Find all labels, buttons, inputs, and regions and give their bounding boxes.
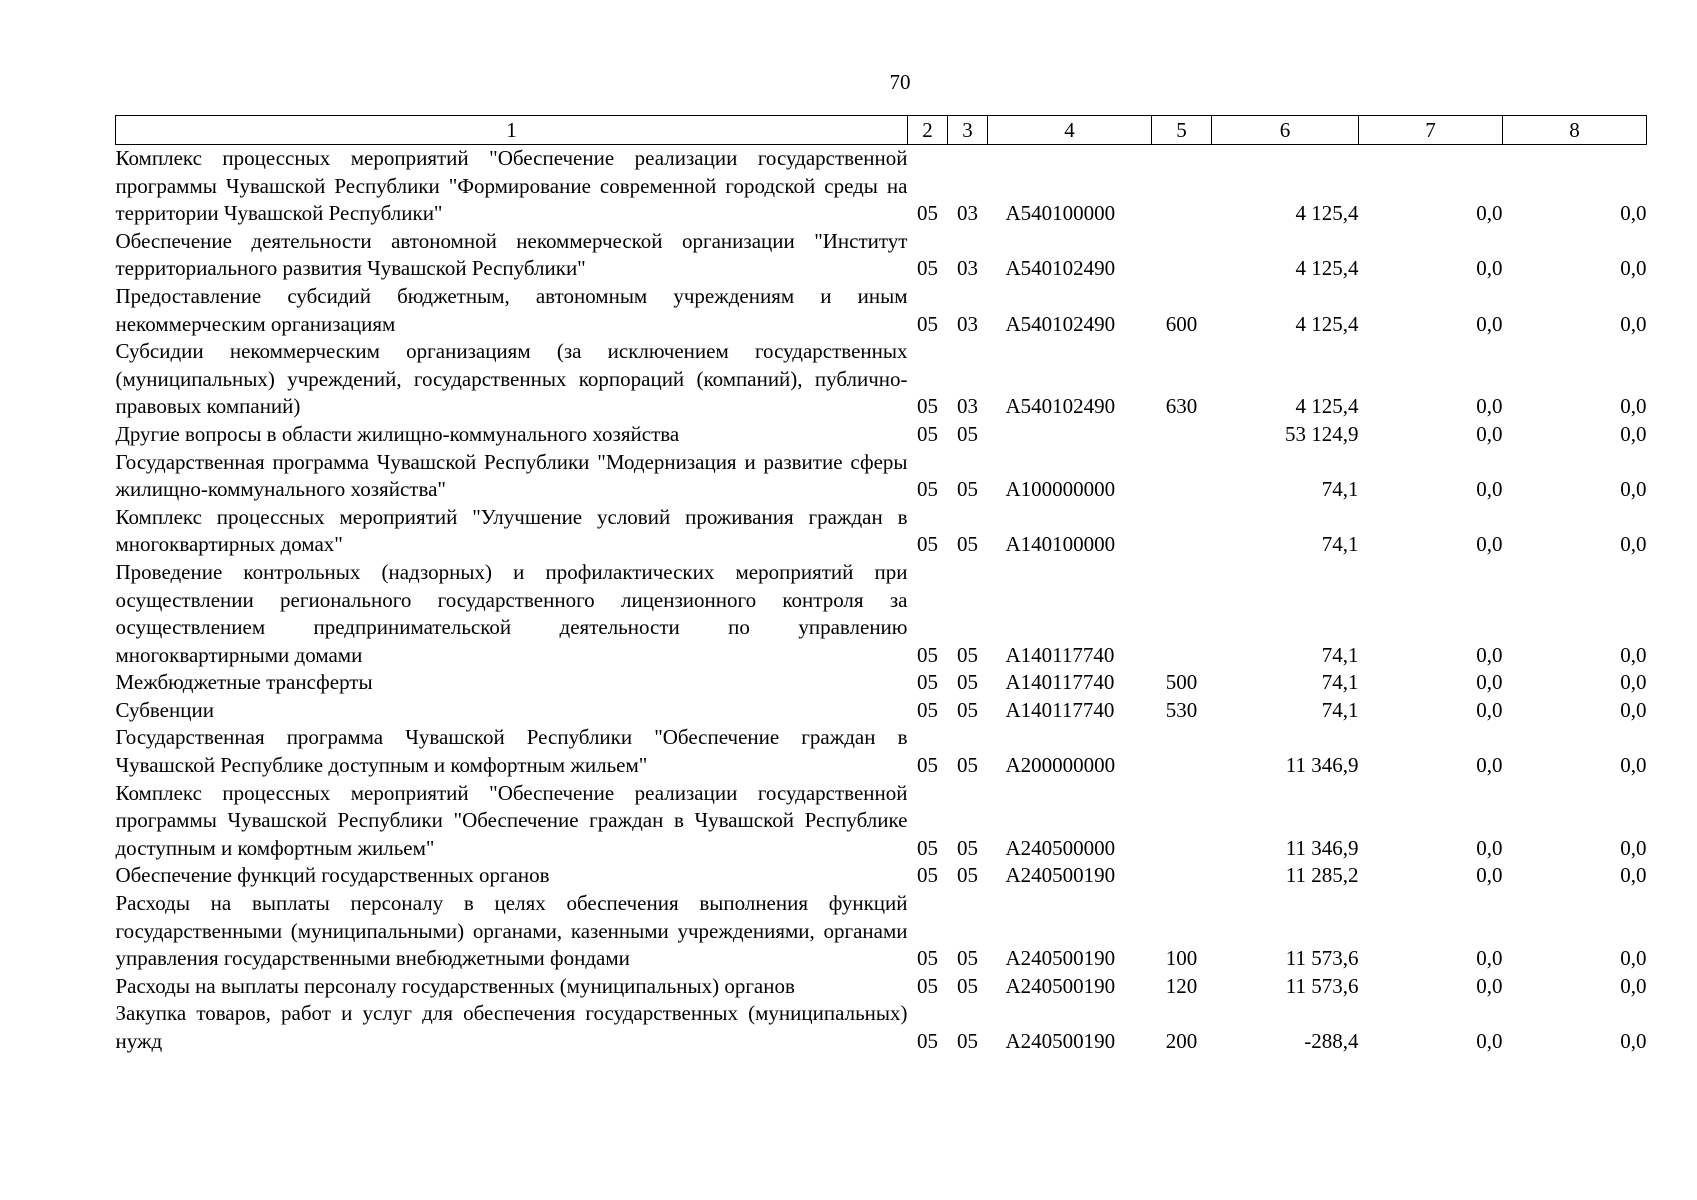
row-amount: -288,4 [1304,1029,1359,1053]
row-name: Комплекс процессных мероприятий "Обеспечение реализации государственной программы Чувашской Республики "Обеспечение граждан в Чувашской Республике доступным и комфортным жильем" [115,780,908,860]
row-subsection: 05 [957,973,978,998]
row-subsection: 05 [957,753,978,778]
table-row [116,504,1647,559]
row-subsection: 05 [957,477,978,502]
table-body [116,145,1647,1056]
row-subsection: 05 [957,421,978,446]
row-value-8: 0,0 [1620,256,1647,281]
row-expense-type [1152,862,1212,890]
table-row [116,421,1647,449]
row-value-8: 0,0 [1620,201,1647,226]
row-amount: 11 346,9 [1285,753,1359,778]
table-row [116,1000,1647,1055]
header-col-4: 4 [988,116,1152,145]
row-subsection: 03 [957,394,978,419]
row-value-7: 0,0 [1476,1029,1503,1053]
row-expense-type: 500 [1165,670,1198,695]
row-section: 05 [917,311,938,336]
row-section: 05 [917,973,938,998]
row-name: Обеспечение деятельности автономной некоммерческой организации "Институт территориального развития Чувашской Республики" [115,228,908,281]
row-amount: 4 125,4 [1295,311,1359,336]
row-value-7: 0,0 [1476,421,1503,446]
row-expense-type [1152,559,1212,669]
row-name: Межбюджетные трансферты [115,670,373,695]
table-row [116,973,1647,1001]
row-value-7: 0,0 [1476,532,1503,557]
row-section: 05 [917,753,938,778]
row-section: 05 [917,201,938,226]
row-name: Комплекс процессных мероприятий "Обеспечение реализации государственной программы Чувашской Республики "Формирование современной городской среды на территории Чувашской Республики" [115,146,908,226]
row-value-7: 0,0 [1476,863,1503,888]
row-target-code: А200000000 [1005,753,1116,778]
row-expense-type [1152,780,1212,863]
row-amount: 53 124,9 [1285,421,1359,446]
row-value-8: 0,0 [1620,642,1647,667]
row-target-code: А540102490 [1005,311,1116,336]
row-value-7: 0,0 [1476,394,1503,419]
row-target-code: А240500190 [1005,946,1116,971]
row-value-8: 0,0 [1620,863,1647,888]
table-row [116,338,1647,421]
header-row [116,116,1647,145]
row-value-8: 0,0 [1620,421,1647,446]
row-value-7: 0,0 [1476,642,1503,667]
row-name: Субсидии некоммерческим организациям (за исключением государственных (муниципальных) учреждений, государственных корпораций (компаний), публично-правовых компаний) [115,339,908,419]
row-name: Расходы на выплаты персоналу в целях обеспечения выполнения функций государственными (муниципальными) органами, казенными учреждениями, органами управления государственными внебюджетными фондами [115,891,908,971]
row-name: Другие вопросы в области жилищно-коммунального хозяйства [115,421,680,446]
row-name: Комплекс процессных мероприятий "Улучшение условий проживания граждан в многоквартирных домах" [115,504,908,557]
row-amount: 11 573,6 [1285,946,1359,971]
row-expense-type: 630 [1165,394,1198,419]
row-target-code: А540102490 [1005,256,1116,281]
row-expense-type [1152,504,1212,559]
row-value-7: 0,0 [1476,835,1503,860]
row-section: 05 [917,394,938,419]
row-subsection: 03 [957,201,978,226]
row-section: 05 [917,421,938,446]
row-target-code: А540102490 [1005,394,1116,419]
row-target-code: А540100000 [1005,201,1116,226]
row-target-code: А140117740 [1005,697,1115,722]
row-subsection: 05 [957,532,978,557]
header-col-5: 5 [1152,116,1212,145]
row-section: 05 [917,863,938,888]
row-target-code: А140117740 [1005,670,1115,695]
row-value-8: 0,0 [1620,532,1647,557]
row-subsection: 05 [957,670,978,695]
row-section: 05 [917,946,938,971]
row-section: 05 [917,256,938,281]
table-row [116,283,1647,338]
page-number: 70 [889,70,911,94]
table-header [116,116,1647,145]
row-value-8: 0,0 [1620,973,1647,998]
row-target-code [988,421,1152,449]
table-row [116,228,1647,283]
row-value-7: 0,0 [1476,697,1503,722]
budget-table [115,115,1647,1056]
row-name: Проведение контрольных (надзорных) и профилактических мероприятий при осуществлении регионального государственного лицензионного контроля за осуществлением предпринимательской деятельности по управлению многоквартирными домами [115,559,908,667]
row-amount: 74,1 [1321,477,1359,502]
row-subsection: 05 [957,642,978,667]
row-subsection: 03 [957,256,978,281]
row-section: 05 [917,642,938,667]
row-name: Предоставление субсидий бюджетным, автономным учреждениям и иным некоммерческим организациям [115,283,908,336]
row-target-code: А240500190 [1005,1029,1116,1053]
row-expense-type: 120 [1165,973,1198,998]
row-expense-type [1152,228,1212,283]
row-value-8: 0,0 [1620,835,1647,860]
row-target-code: А100000000 [1005,477,1116,502]
row-section: 05 [917,477,938,502]
row-value-7: 0,0 [1476,753,1503,778]
row-name: Субвенции [115,697,214,722]
row-value-8: 0,0 [1620,394,1647,419]
row-section: 05 [917,532,938,557]
row-amount: 4 125,4 [1295,201,1359,226]
row-value-8: 0,0 [1620,311,1647,336]
row-subsection: 05 [957,1029,978,1053]
row-value-7: 0,0 [1476,946,1503,971]
row-expense-type: 530 [1165,697,1198,722]
row-section: 05 [917,835,938,860]
table-row [116,724,1647,779]
header-col-7: 7 [1359,116,1503,145]
row-value-8: 0,0 [1620,753,1647,778]
table-row [116,780,1647,863]
row-amount: 74,1 [1321,670,1359,695]
row-value-7: 0,0 [1476,477,1503,502]
row-value-7: 0,0 [1476,201,1503,226]
table-row [116,890,1647,973]
row-section: 05 [917,670,938,695]
row-subsection: 05 [957,835,978,860]
row-name: Расходы на выплаты персоналу государственных (муниципальных) органов [115,973,795,998]
row-amount: 11 573,6 [1285,973,1359,998]
table-row [116,697,1647,725]
row-target-code: А240500190 [1005,973,1116,998]
row-subsection: 05 [957,863,978,888]
row-amount: 4 125,4 [1295,256,1359,281]
row-expense-type: 200 [1165,1029,1198,1053]
row-expense-type [1152,145,1212,228]
row-target-code: А140100000 [1005,532,1116,557]
row-name: Государственная программа Чувашской Республики "Обеспечение граждан в Чувашской Республике доступным и комфортным жильем" [115,725,908,778]
row-amount: 74,1 [1321,697,1359,722]
row-value-7: 0,0 [1476,311,1503,336]
row-expense-type [1152,724,1212,779]
row-amount: 11 285,2 [1285,863,1359,888]
row-amount: 4 125,4 [1295,394,1359,419]
row-expense-type: 600 [1165,311,1198,336]
row-value-8: 0,0 [1620,946,1647,971]
row-amount: 74,1 [1321,642,1359,667]
row-value-8: 0,0 [1620,697,1647,722]
row-subsection: 05 [957,946,978,971]
header-col-6: 6 [1212,116,1359,145]
row-name: Закупка товаров, работ и услуг для обеспечения государственных (муниципальных) нужд [115,1001,908,1053]
row-subsection: 03 [957,311,978,336]
row-section: 05 [917,697,938,722]
row-amount: 11 346,9 [1285,835,1359,860]
row-subsection: 05 [957,697,978,722]
row-value-8: 0,0 [1620,670,1647,695]
table-row [116,145,1647,228]
table-row [116,862,1647,890]
row-expense-type [1152,421,1212,449]
row-target-code: А240500190 [1005,863,1116,888]
table-row [116,449,1647,504]
table-row [116,669,1647,697]
row-name: Обеспечение функций государственных органов [115,863,550,888]
row-value-7: 0,0 [1476,973,1503,998]
row-value-7: 0,0 [1476,256,1503,281]
header-col-2: 2 [908,116,948,145]
row-value-7: 0,0 [1476,670,1503,695]
table-row [116,559,1647,669]
header-col-8: 8 [1503,116,1647,145]
row-section: 05 [917,1029,938,1053]
header-col-3: 3 [948,116,988,145]
row-target-code: А140117740 [1005,642,1115,667]
row-expense-type [1152,449,1212,504]
row-amount: 74,1 [1321,532,1359,557]
row-name: Государственная программа Чувашской Республики "Модернизация и развитие сферы жилищно-коммунального хозяйства" [115,449,908,502]
row-target-code: А240500000 [1005,835,1116,860]
row-expense-type: 100 [1165,946,1198,971]
row-value-8: 0,0 [1620,1029,1647,1053]
header-col-1: 1 [116,116,908,145]
row-value-8: 0,0 [1620,477,1647,502]
